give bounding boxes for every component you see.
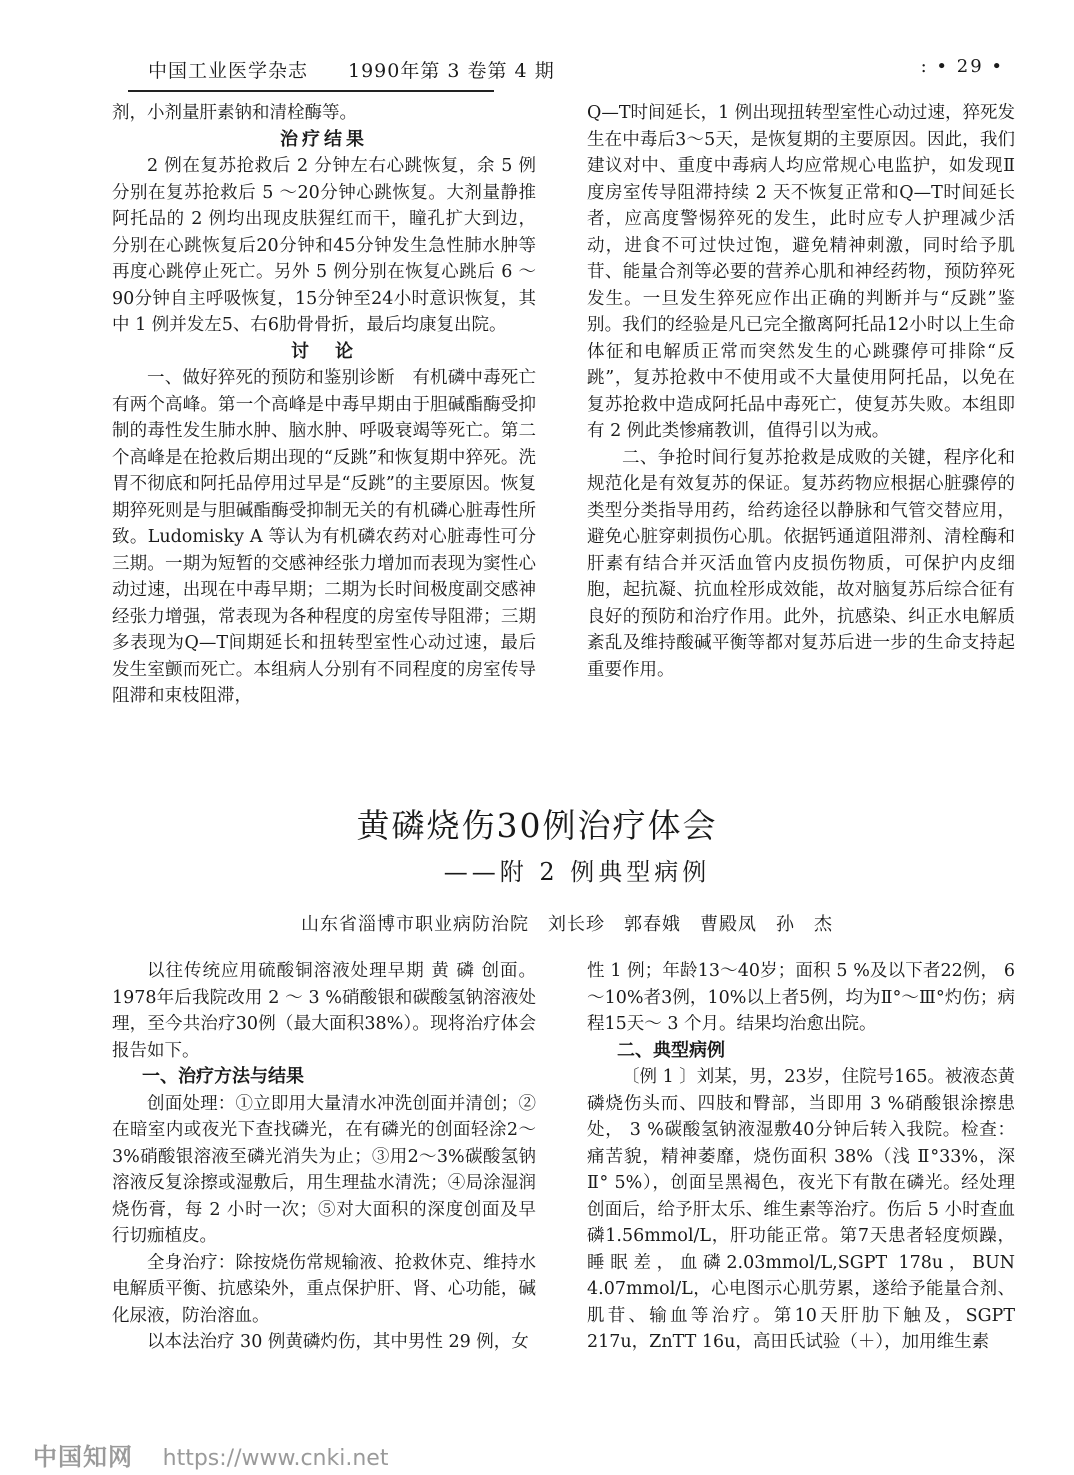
cnki-url[interactable]: https://www.cnki.net [162, 1446, 389, 1471]
article1-right-column [587, 100, 1015, 683]
watermark-footer [33, 1437, 388, 1472]
cnki-logo: 中国知网 [33, 1443, 133, 1471]
page-header [128, 56, 1004, 92]
paragraph: 创面处理：①立即用大量清水冲洗创面并清创；②在暗室内或夜光下查找磷光，在有磷光的创面轻涂2～3%硝酸银溶液至磷光消失为止；③用2～3%碳酸氢钠溶液反复涂擦或湿敷后，用生理盐水清洗；④局涂湿润烧伤膏，每 2 小时一次；⑤对大面积的深度创面及早行切痂植皮。 [112, 1093, 536, 1246]
paragraph: 一、做好猝死的预防和鉴别诊断 有机磷中毒死亡有两个高峰。第一个高峰是中毒早期由于胆碱酯酶受抑制的毒性发生肺水肿、脑水肿、呼吸衰竭等死亡。第二个高峰是在抢救后期出现的“反跳”和恢复期中猝死。洗胃不彻底和阿托品停用过早是“反跳”的主要原因。恢复期猝死则是与胆碱酯酶受抑制无关的有机磷心脏毒性所致。Ludomisky A 等认为有机磷农药对心脏毒性可分三期。一期为短暂的交感神经张力增加而表现为窦性心动过速，出现在中毒早期；二期为长时间极度副交感神经张力增强，常表现为各种程度的房室传导阻滞；三期多表现为Q—T间期延长和扭转型室性心动过速，最后发生室颤而死亡。本组病人分别有不同程度的房室传导阻滞和束枝阻滞， [112, 368, 536, 706]
paragraph: 剂，小剂量肝素钠和清栓酶等。 [112, 103, 357, 123]
paragraph: 性 1 例；年龄13～40岁；面积 5 %及以下者22例， 6 ～10%者3例，10%以上者5例，均为Ⅱ°～Ⅲ°灼伤；病程15天～ 3 个月。结果均治愈出院。 [587, 961, 1015, 1034]
article-authors: 山东省淄博市职业病防治院 刘长珍 郭春娥 曹殿凤 孙 杰 [301, 914, 833, 935]
section-heading-results: 治疗结果 [280, 128, 368, 150]
paragraph: Q—T时间延长，1 例出现扭转型室性心动过速，猝死发生在中毒后3～5天，是恢复期的主要原因。因此，我们建议对中、重度中毒病人均应常规心电监护，如发现Ⅱ度房室传导阻滞持续 2 天不恢复正常和Q—T时间延长者，应高度警惕猝死的发生，此时应专人护理减少活动，进食不可过快过饱，避免精神刺激，同时给予肌苷、能量合剂等必要的营养心肌和神经药物，预防猝死发生。一旦发生猝死应作出正确的判断并与“反跳”鉴别。我们的经验是凡已完全撤离阿托品12小时以上生命体征和电解质正常而突然发生的心跳骤停可排除“反跳”，复苏抢救中不使用或不大量使用阿托品，以免在复苏抢救中造成阿托品中毒死亡，使复苏失败。本组即有 2 例此类惨痛教训，值得引以为戒。 [587, 103, 1015, 441]
paragraph: 2 例在复苏抢救后 2 分钟左右心跳恢复，余 5 例分别在复苏抢救后 5 ～20分钟心跳恢复。大剂量静推阿托品的 2 例均出现皮肤猩红而干，瞳孔扩大到边，分别在心跳恢复后20分钟和45分钟发生急性肺水肿等再度心跳停止死亡。另外 5 例分别在恢复心跳后 6 ～90分钟自主呼吸恢复，15分钟至24小时意识恢复，其中 1 例并发左5、右6肋骨骨折，最后均康复出院。 [112, 156, 536, 335]
section-heading-cases: 二、典型病例 [617, 1039, 725, 1061]
article1-left-column [112, 100, 536, 710]
page-number: : • 29 • [920, 56, 1004, 77]
article-title: 黄磷烧伤30例治疗体会 [356, 806, 718, 845]
journal-info: 中国工业医学杂志 1990年第 3 卷第 4 期 [148, 60, 555, 82]
section-heading-discussion: 讨 论 [291, 340, 357, 362]
paragraph: 以往传统应用硫酸铜溶液处理早期 黄 磷 创面。1978年后我院改用 2 ～ 3 %硝酸银和碳酸氢钠溶液处理，至今共治疗30例（最大面积38%）。现将治疗体会报告如下。 [112, 961, 536, 1061]
header-rule [128, 90, 494, 92]
paragraph: 全身治疗：除按烧伤常规输液、抢救休克、维持水电解质平衡、抗感染外，重点保护肝、肾、心功能，碱化尿液，防治溶血。 [112, 1252, 536, 1326]
article2-left-column [112, 958, 536, 1356]
paragraph: 二、争抢时间行复苏抢救是成败的关键，程序化和规范化是有效复苏的保证。复苏药物应根据心脏骤停的类型分类指导用药，给药途径以静脉和气管交替应用，避免心脏穿刺损伤心肌。依据钙通道阻滞剂、清栓酶和肝素有结合并灭活血管内皮损伤物质，可保护内皮细胞，起抗凝、抗血栓形成效能，故对脑复苏后综合征有良好的预防和治疗作用。此外，抗感染、纠正水电解质紊乱及维持酸碱平衡等都对复苏后进一步的生命支持起重要作用。 [587, 447, 1015, 680]
paragraph: 〔例 1 〕刘某，男，23岁，住院号165。被液态黄磷烧伤头而、四肢和臀部，当即用 3 %硝酸银涂擦患处， 3 %碳酸氢钠液湿敷40分钟后转入我院。检查：痛苦貌，精神萎靡，烧伤面积 38%（浅 Ⅱ°33%，深 Ⅱ° 5%），创面呈黑褐色，夜光下有散在磷光。经处理创面后，给予肝太乐、维生素等治疗。伤后 5 小时查血磷1.56mmol/L，肝功能正常。第7天患者轻度烦躁，睡眠差，血磷2.03mmol/L,SGPT 178u，BUN 4.07mmol/L，心电图示心肌劳累，遂给予能量合剂、肌苷、输血等治疗。第10天肝肋下触及，SGPT 217u，ZnTT 16u，高田氏试验（＋），加用维生素 [587, 1067, 1015, 1352]
article-subtitle: ——附 2 例典型病例 [443, 858, 711, 886]
paragraph: 以本法治疗 30 例黄磷灼伤，其中男性 29 例，女 [147, 1332, 529, 1352]
section-heading-methods: 一、治疗方法与结果 [142, 1066, 304, 1087]
article2-right-column [587, 958, 1015, 1356]
